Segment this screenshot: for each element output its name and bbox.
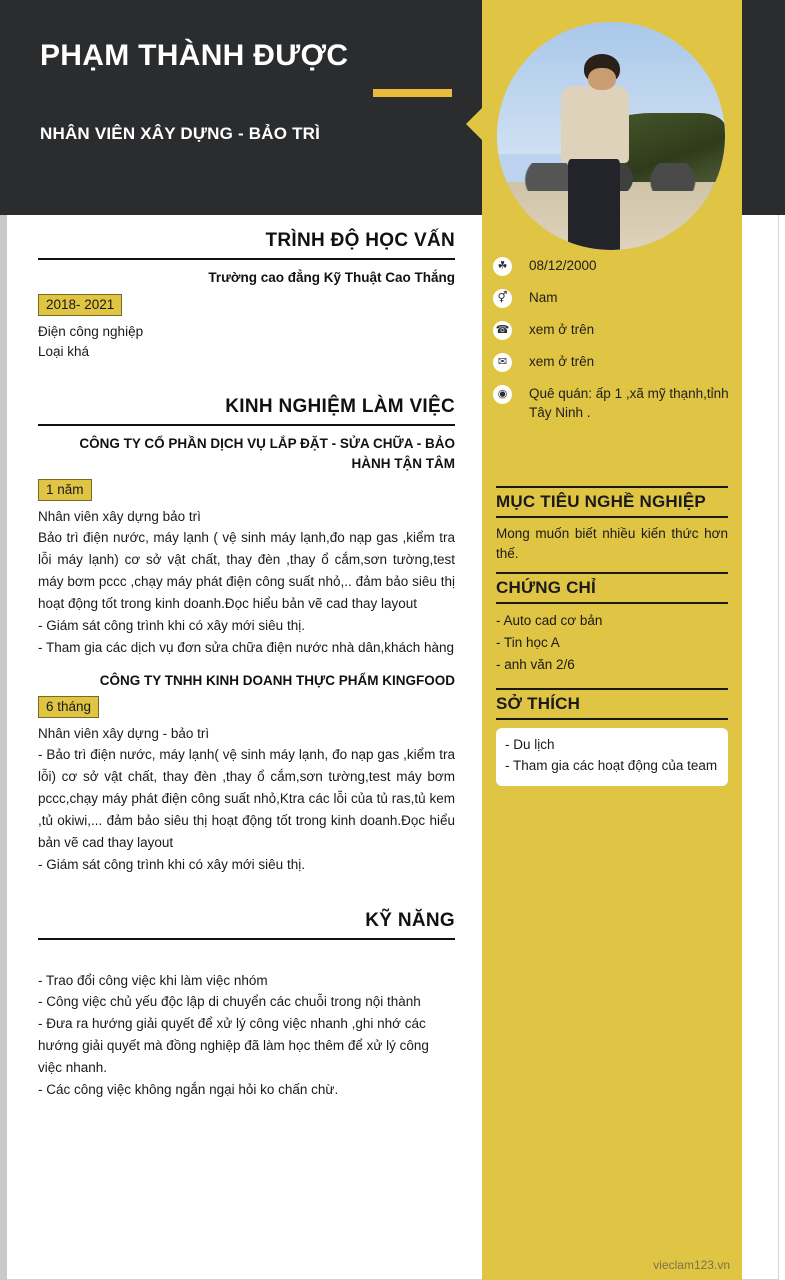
section-experience bbox=[38, 396, 455, 876]
divider bbox=[38, 424, 455, 426]
email-icon: ✉ bbox=[493, 353, 512, 372]
section-title-skills: KỸ NĂNG bbox=[365, 909, 455, 931]
list-item: - Giám sát công trình khi có xây mới siêu thị. bbox=[38, 856, 305, 872]
section-body-certificates bbox=[496, 604, 728, 676]
header-job-title: NHÂN VIÊN XÂY DỰNG - BẢO TRÌ bbox=[40, 124, 321, 143]
experience-position: Nhân viên xây dựng bảo trì bbox=[38, 509, 201, 525]
experience-entry bbox=[38, 671, 455, 876]
list-item: - Auto cad cơ bản bbox=[496, 613, 603, 628]
hobbies-edit-box[interactable] bbox=[496, 728, 728, 786]
divider bbox=[38, 938, 455, 940]
section-title-education: TRÌNH ĐỘ HỌC VẤN bbox=[265, 230, 455, 251]
status-badge: 2018- 2021 bbox=[38, 294, 122, 316]
section-education bbox=[38, 230, 455, 362]
photo-person-shirt bbox=[561, 86, 629, 164]
contact-item-gender bbox=[493, 287, 743, 319]
phone-icon: ☎ bbox=[493, 321, 512, 340]
list-item: - anh văn 2/6 bbox=[496, 656, 575, 672]
section-title-certificates: CHỨNG CHỈ bbox=[496, 572, 728, 604]
education-school: Trường cao đẳng Kỹ Thuật Cao Thắng bbox=[208, 270, 455, 285]
status-badge: 1 năm bbox=[38, 479, 92, 501]
page-left-gutter bbox=[0, 215, 7, 1280]
contact-item-address bbox=[493, 383, 743, 422]
experience-company: CÔNG TY CỔ PHẦN DỊCH VỤ LẮP ĐẶT - SỬA CHỮA - BẢO HÀNH TẬN TÂM bbox=[79, 436, 455, 471]
experience-description: Bảo trì điện nước, máy lạnh ( vệ sinh máy lạnh,đo nạp gas ,kiểm tra lỗi máy lạnh) cơ sở vật chất, thay đèn ,thay ổ cắm,sơn tường,test máy bơm pccc ,chạy máy phát điện công suất nhỏ,.. đảm bảo siêu thị hoạt động tốt trong kinh doanh.Đọc hiểu bản vẽ cad thay layout bbox=[38, 530, 455, 612]
section-title-experience: KINH NGHIỆM LÀM VIỆC bbox=[225, 396, 455, 418]
contact-value-address: Quê quán: ấp 1 ,xã mỹ thạnh,tỉnh Tây Ninh . bbox=[529, 386, 729, 420]
photo-person-pants bbox=[568, 159, 620, 250]
spacer bbox=[38, 659, 455, 671]
education-major: Điện công nghiệp bbox=[38, 323, 144, 339]
site-watermark: vieclam123.vn bbox=[653, 1258, 730, 1272]
header-accent-bar bbox=[373, 89, 452, 97]
list-item: - Tham gia các dịch vụ đơn sửa chữa điện nước nhà dân,khách hàng bbox=[38, 639, 455, 655]
photo-person-face bbox=[588, 68, 615, 91]
experience-company: CÔNG TY TNHH KINH DOANH THỰC PHẨM KINGFOOD bbox=[99, 672, 455, 688]
spacer bbox=[38, 362, 455, 396]
section-hobbies bbox=[496, 688, 728, 786]
list-item: - Tham gia các hoạt động của team bbox=[505, 757, 718, 773]
contact-item-birthday bbox=[493, 255, 743, 287]
contact-value-email: xem ở trên bbox=[529, 354, 595, 369]
contact-value-birthday: 08/12/2000 bbox=[529, 258, 597, 273]
contact-value-gender: Nam bbox=[529, 290, 558, 305]
objective-text: Mong muốn biết nhiều kiến thức hơn thế. bbox=[496, 526, 728, 562]
experience-position: Nhân viên xây dựng - bảo trì bbox=[38, 726, 210, 742]
page-title: PHẠM THÀNH ĐƯỢC bbox=[40, 39, 349, 72]
contact-value-phone: xem ở trên bbox=[529, 322, 595, 337]
list-item: - Giám sát công trình khi có xây mới siêu thị. bbox=[38, 617, 305, 633]
list-item: - Các công việc không ngắn ngại hỏi ko chấn chừ. bbox=[38, 1081, 339, 1097]
gender-icon: ⚥ bbox=[493, 289, 512, 308]
location-pin-icon: ◉ bbox=[493, 385, 512, 404]
list-item: - Du lịch bbox=[505, 737, 555, 752]
contact-item-phone bbox=[493, 319, 743, 351]
avatar bbox=[497, 22, 725, 250]
experience-entry bbox=[38, 434, 455, 659]
sidebar-notch-arrow bbox=[466, 108, 482, 140]
list-item: - Trao đổi công việc khi làm việc nhóm bbox=[38, 972, 268, 988]
section-objective bbox=[496, 486, 728, 565]
spacer bbox=[38, 876, 455, 910]
section-skills bbox=[38, 910, 455, 1101]
contact-item-email bbox=[493, 351, 743, 383]
section-title-objective: MỤC TIÊU NGHỀ NGHIỆP bbox=[496, 486, 728, 518]
experience-description: - Bảo trì điện nước, máy lạnh( vệ sinh máy lạnh, đo nạp gas ,kiểm tra lỗi) cơ sở vật chất, thay đèn ,thay ổ cắm,sơn tường,test máy bơm pccc,chạy máy phát điện công suất nhỏ,Ktra các lỗi của tủ ras,tủ kem ,tủ okiwi,... đảm bảo siêu thị hoạt động tốt trong kinh doanh.Đọc hiểu bản vẽ cad thay layout bbox=[38, 747, 455, 850]
spacer bbox=[38, 948, 455, 970]
divider bbox=[38, 258, 455, 260]
main-content bbox=[38, 230, 455, 1101]
status-badge: 6 tháng bbox=[38, 696, 99, 718]
education-grade: Loại khá bbox=[38, 343, 90, 359]
contact-list bbox=[493, 255, 743, 422]
list-item: - Đưa ra hướng giải quyết để xử lý công việc nhanh ,ghi nhớ các hướng giải quyết mà đồng nghiệp đã làm học thêm để xử lý công việc nhanh. bbox=[38, 1016, 429, 1075]
section-title-hobbies: SỞ THÍCH bbox=[496, 688, 728, 720]
section-certificates bbox=[496, 572, 728, 676]
section-body-objective bbox=[496, 518, 728, 565]
birthday-cake-icon: ☘ bbox=[493, 257, 512, 276]
list-item: - Công việc chủ yếu độc lập di chuyển các chuỗi trong nội thành bbox=[38, 994, 421, 1010]
list-item: - Tin học A bbox=[496, 634, 560, 650]
